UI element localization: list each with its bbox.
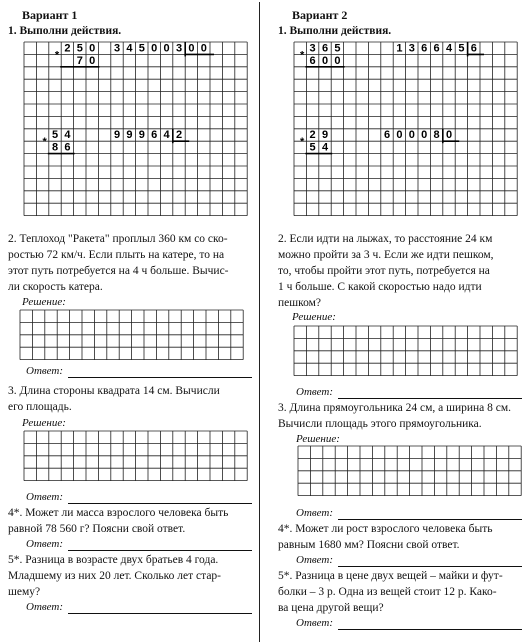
answer-line[interactable] — [338, 519, 522, 520]
left-multiplication-2-sign: * — [42, 136, 47, 149]
left-multiplication-2-digit: 5 — [51, 129, 59, 142]
right-division-2-digit: 0 — [445, 129, 453, 142]
task-3-line-2: его площадь. — [8, 401, 72, 413]
left-multiplication-2-digit: 6 — [64, 141, 71, 154]
left-division-1-digit: 0 — [200, 42, 207, 55]
task-4-line-2: равной 78 560 г? Поясни свой ответ. — [8, 523, 186, 535]
task-1-text: 1. Выполни действия. — [8, 25, 122, 37]
right-multiplication-1-digit: 6 — [321, 42, 329, 55]
left-multiplication-1-digit: 7 — [76, 54, 83, 67]
answer-label: Ответ: — [26, 538, 64, 550]
task-2-solution-grid[interactable] — [294, 326, 517, 376]
task-2-line-2: ростью 72 км/ч. Если плыть на катере, то на — [8, 249, 225, 261]
right-multiplication-1-digit: 6 — [309, 54, 316, 67]
task-2-solution-grid[interactable] — [20, 310, 243, 360]
right-multiplication-2-digit: 9 — [321, 129, 329, 142]
left-division-1-digit: 5 — [138, 42, 145, 55]
left-division-1-digit: 0 — [151, 42, 158, 55]
right-division-1-digit: 3 — [408, 42, 415, 55]
answer-line[interactable] — [68, 503, 252, 504]
left-division-1-digit: 3 — [113, 42, 121, 55]
task-2-line-4: 1 ч больше. С какой скоростью надо идти — [278, 281, 482, 293]
task-2-line-4: ли скорость катера. — [8, 281, 103, 293]
left-division-1-digit: 4 — [126, 42, 133, 55]
answer-label: Ответ: — [296, 617, 334, 629]
task-5-line-1: 5*. Разница в возрасте двух братьев 4 года. — [8, 554, 219, 566]
left-division-1-digit: 0 — [188, 42, 195, 55]
task-2-line-1: 2. Теплоход "Ракета" проплыл 360 км со ско- — [8, 233, 228, 245]
answer-line[interactable] — [338, 398, 522, 399]
answer-line[interactable] — [68, 550, 252, 551]
answer-label: Ответ: — [26, 491, 64, 503]
variant-title: Вариант 1 — [22, 8, 78, 22]
right-division-2-digit: 0 — [408, 129, 415, 142]
task-4-line-1: 4*. Может ли масса взрослого человека быть — [8, 507, 229, 519]
task-3-line-2: Вычисли площадь этого прямоугольника. — [278, 418, 482, 430]
left-division-2-digit: 9 — [138, 129, 145, 142]
solution-label: Решение: — [22, 296, 66, 308]
right-division-1-digit: 6 — [433, 42, 440, 55]
left-division-2-digit: 4 — [163, 129, 170, 142]
left-division-1-digit: 3 — [175, 42, 183, 55]
right-multiplication-1-digit: 0 — [321, 54, 329, 67]
right-division-2-digit: 8 — [433, 129, 440, 142]
answer-line[interactable] — [68, 377, 252, 378]
left-division-2-digit: 2 — [175, 129, 183, 142]
task-2-line-1: 2. Если идти на лыжах, то расстояние 24 км — [278, 233, 493, 245]
task-4-line-2: равным 1680 мм? Поясни свой ответ. — [278, 539, 460, 551]
answer-label: Ответ: — [296, 386, 334, 398]
task-2-line-2: можно пройти за 3 ч. Если же идти пешком, — [278, 249, 494, 261]
right-multiplication-1-digit: 5 — [334, 42, 341, 55]
task-2-line-3: этот путь потребуется на 4 ч больше. Вычис- — [8, 265, 229, 277]
answer-line[interactable] — [338, 629, 522, 630]
answer-label: Ответ: — [296, 554, 334, 566]
right-division-1-digit: 6 — [470, 42, 477, 55]
left-division-2-digit: 9 — [113, 129, 121, 142]
task-2-line-5: пешком? — [278, 297, 322, 309]
task-5-line-2: болки – 3 р. Одна из вещей стоит 12 р. Како- — [278, 586, 497, 598]
left-division-2-digit: 6 — [151, 129, 158, 142]
task-5-line-3: ва цена другой вещи? — [278, 602, 384, 614]
answer-line[interactable] — [338, 566, 522, 567]
left-division-2-digit: 9 — [126, 129, 133, 142]
task-5-line-2: Младшему из них 20 лет. Сколько лет стар- — [8, 570, 221, 582]
left-multiplication-1-digit: 2 — [64, 42, 71, 55]
solution-label: Решение: — [292, 311, 336, 323]
task-3-line-1: 3. Длина прямоугольника 24 см, а ширина 8 см. — [278, 402, 512, 414]
variant-title: Вариант 2 — [292, 8, 348, 22]
right-multiplication-2-digit: 2 — [309, 129, 316, 142]
left-multiplication-2-digit: 8 — [51, 141, 59, 154]
solution-label: Решение: — [22, 417, 66, 429]
left-multiplication-1-digit: 0 — [89, 54, 96, 67]
right-division-2-digit: 6 — [383, 129, 391, 142]
task-3-solution-grid[interactable] — [298, 446, 521, 496]
task-3-line-1: 3. Длина стороны квадрата 14 см. Вычисли — [8, 385, 220, 397]
right-multiplication-1-digit: 0 — [334, 54, 341, 67]
left-multiplication-2-digit: 4 — [64, 129, 71, 142]
left-division-1-digit: 0 — [163, 42, 170, 55]
answer-line[interactable] — [68, 613, 252, 614]
task-5-line-1: 5*. Разница в цене двух вещей – майки и фут- — [278, 570, 503, 582]
task-2-line-3: то, чтобы пройти этот путь, потребуется на — [278, 265, 490, 277]
answer-label: Ответ: — [296, 507, 334, 519]
right-multiplication-2-digit: 5 — [309, 141, 316, 154]
task-4-line-1: 4*. Может ли рост взрослого человека быть — [278, 523, 493, 535]
right-multiplication-1-digit: 3 — [309, 42, 316, 55]
left-multiplication-1-sign: * — [54, 49, 60, 62]
right-multiplication-1-sign: * — [300, 49, 305, 62]
right-division-1-digit: 5 — [458, 42, 465, 55]
left-multiplication-1-digit: 0 — [89, 42, 96, 55]
task-3-solution-grid[interactable] — [24, 431, 247, 481]
right-division-2-digit: 0 — [421, 129, 428, 142]
right-multiplication-2-sign: * — [300, 136, 305, 149]
solution-label: Решение: — [296, 433, 340, 445]
answer-label: Ответ: — [26, 365, 64, 377]
right-division-1-digit: 1 — [396, 42, 403, 55]
right-division-1-digit: 4 — [445, 42, 453, 55]
answer-label: Ответ: — [26, 601, 64, 613]
right-division-1-digit: 6 — [421, 42, 428, 55]
task-1-text: 1. Выполни действия. — [278, 25, 392, 37]
task-5-line-3: шему? — [8, 586, 41, 598]
right-multiplication-2-digit: 4 — [321, 141, 329, 154]
right-division-2-digit: 0 — [396, 129, 403, 142]
left-multiplication-1-digit: 5 — [76, 42, 83, 55]
